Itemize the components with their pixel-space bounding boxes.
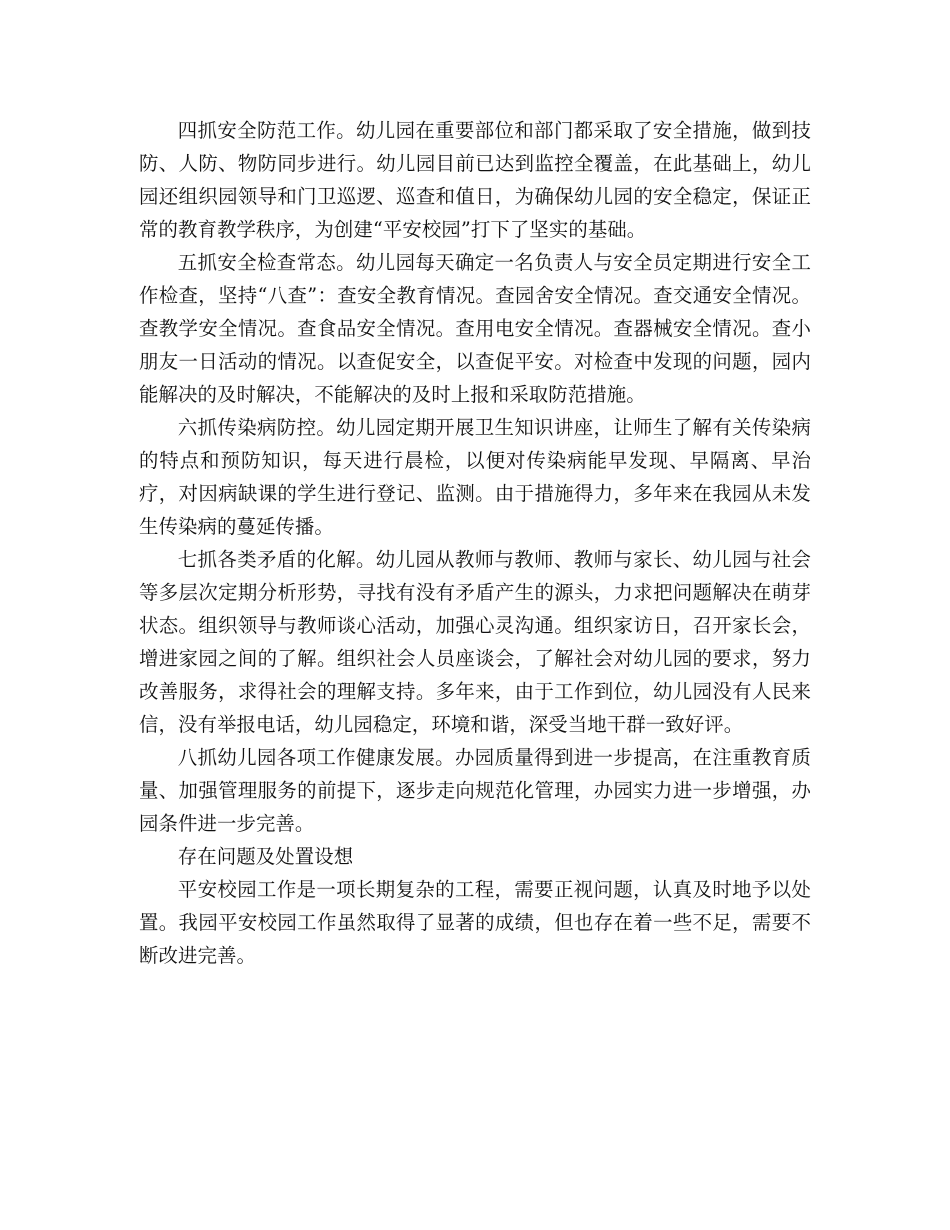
- paragraph-problems-intro: 平安校园工作是一项长期复杂的工程，需要正视问题，认真及时地予以处置。我园平安校园工作虽然取得了显著的成绩，但也存在着一些不足，需要不断改进完善。: [139, 878, 811, 967]
- paragraph-healthy-development: 八抓幼儿园各项工作健康发展。办园质量得到进一步提高，在注重教育质量、加强管理服务的前提下，逐步走向规范化管理，办园实力进一步增强，办园条件进一步完善。: [139, 746, 811, 835]
- paragraph-safety-inspection: 五抓安全检查常态。幼儿园每天确定一名负责人与安全员定期进行安全工作检查，坚持“八查”：查安全教育情况。查园舍安全情况。查交通安全情况。查教学安全情况。查食品安全情况。查用电安全情况。查器械安全情况。查小朋友一日活动的情况。以查促安全，以查促平安。对检查中发现的问题，园内能解决的及时解决，不能解决的及时上报和采取防范措施。: [139, 251, 811, 406]
- paragraph-disease-control: 六抓传染病防控。幼儿园定期开展卫生知识讲座，让师生了解有关传染病的特点和预防知识，每天进行晨检，以便对传染病能早发现、早隔离、早治疗，对因病缺课的学生进行登记、监测。由于措施得力，多年来在我园从未发生传染病的蔓延传播。: [139, 416, 811, 538]
- paragraph-conflict-resolution: 七抓各类矛盾的化解。幼儿园从教师与教师、教师与家长、幼儿园与社会等多层次定期分析形势，寻找有没有矛盾产生的源头，力求把问题解决在萌芽状态。组织领导与教师谈心活动，加强心灵沟通。组织家访日，召开家长会，增进家园之间的了解。组织社会人员座谈会，了解社会对幼儿园的要求，努力改善服务，求得社会的理解支持。多年来，由于工作到位，幼儿园没有人民来信，没有举报电话，幼儿园稳定，环境和谐，深受当地干群一致好评。: [139, 548, 811, 736]
- paragraph-safety-prevention: 四抓安全防范工作。幼儿园在重要部位和部门都采取了安全措施，做到技防、人防、物防同步进行。幼儿园目前已达到监控全覆盖，在此基础上，幼儿园还组织园领导和门卫巡逻、巡查和值日，为确保幼儿园的安全稳定，保证正常的教育教学秩序，为创建“平安校园”打下了坚实的基础。: [139, 119, 811, 241]
- document-page: [139, 114, 811, 972]
- section-heading-problems: 存在问题及处置设想: [177, 845, 354, 868]
